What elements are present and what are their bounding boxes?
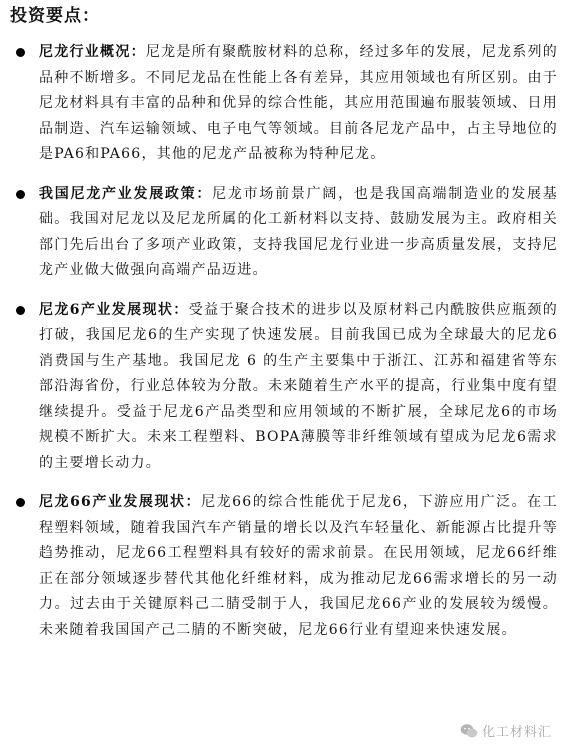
bullet-text: 尼龙市场前景广阔，也是我国高端制造业的发展基础。我国对尼龙以及尼龙所属的化工新材料以支持、鼓励发展为主。政府相关部门先后出台了多项产业政策，支持我国尼龙行业进一步高质量发展，支持尼龙产业做大做强向高端产品迈进。: [39, 185, 559, 278]
watermark: [460, 721, 552, 740]
bullet-list: [0, 40, 570, 643]
bullet-text: 受益于聚合技术的进步以及原材料己内酰胺供应瓶颈的打破，我国尼龙6的生产实现了快速发展。目前我国已成为全球最大的尼龙6消费国与生产基地。我国尼龙 6 的生产主要集中于浙江、江苏和福建省等东部沿海省份，行业总体较为分散。未来随着生产水平的提高，行业集中度有望继续提升。受益于尼龙6产品类型和应用领域的不断扩展，全球尼龙6的市场规模不断扩大。未来工程塑料、BOPA薄膜等非纤维领域有望成为尼龙6需求的主要增长动力。: [39, 301, 558, 471]
bullet-lead: 尼龙6产业发展现状：: [39, 301, 189, 318]
bullet-item-nylon6: [0, 298, 570, 477]
bullet-lead: 尼龙行业概况：: [39, 44, 146, 60]
bullet-item-nylon66: [0, 490, 570, 643]
bullet-item-policy: [0, 182, 570, 284]
bullet-item-nylon-overview: [0, 40, 570, 168]
wechat-logo-icon: [460, 723, 478, 739]
bullet-dot-icon: [16, 48, 25, 57]
bullet-dot-icon: [16, 190, 25, 199]
bullet-lead: 尼龙66产业发展现状：: [39, 494, 202, 510]
bullet-dot-icon: [16, 306, 25, 315]
bullet-text: 尼龙是所有聚酰胺材料的总称，经过多年的发展，尼龙系列的品种不断增多。不同尼龙品在性能上各有差异，其应用领域也有所区别。由于尼龙材料具有丰富的品种和优异的综合性能，其应用范围遍布服装领域、日用品制造、汽车运输领域、电子电气等领域。目前各尼龙产品中，占主导地位的是PA6和PA66，其他的尼龙产品被称为特种尼龙。: [39, 44, 559, 162]
bullet-dot-icon: [16, 498, 25, 507]
bullet-text: 尼龙66的综合性能优于尼龙6，下游应用广泛。在工程塑料领域，随着我国汽车产销量的增长以及汽车轻量化、新能源占比提升等趋势推动，尼龙66工程塑料具有较好的需求前景。在民用领域，尼龙66纤维正在部分领域逐步替代其他化纤维材料，成为推动尼龙66需求增长的另一动力。过去由于关键原料己二腈受制于人，我国尼龙66产业的发展较为缓慢。未来随着我国国产己二腈的不断突破，尼龙66行业有望迎来快速发展。: [39, 494, 558, 638]
bullet-lead: 我国尼龙产业发展政策：: [39, 185, 213, 202]
section-heading: 投资要点：: [10, 6, 100, 26]
watermark-text: 化工材料汇: [481, 725, 552, 740]
